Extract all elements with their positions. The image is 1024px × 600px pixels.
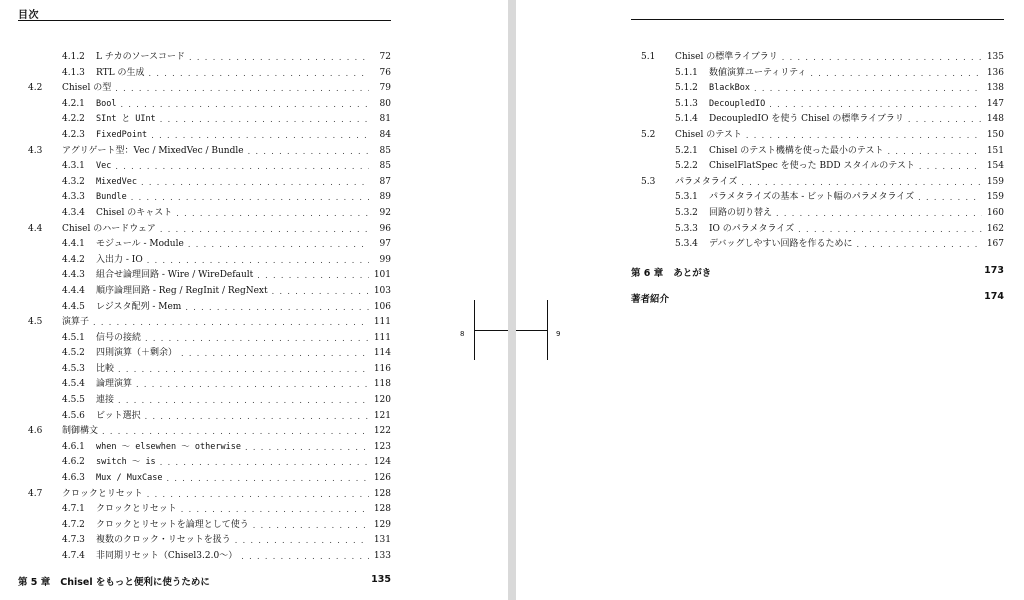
toc-entry-title: BlackBox <box>709 83 750 94</box>
toc-entry-page: 167 <box>986 239 1004 250</box>
toc-leader-dots <box>160 455 369 471</box>
toc-entry-title: ChiselFlatSpec を使った BDD スタイルのテスト <box>709 161 915 172</box>
toc-entry[interactable] <box>18 268 391 284</box>
toc-entry-page: 159 <box>986 176 1004 187</box>
toc-entry-number: 4.5.4 <box>62 379 85 390</box>
toc-entry-number: 4.3.3 <box>62 192 85 203</box>
toc-entry[interactable] <box>18 409 391 425</box>
toc-leader-dots <box>754 81 982 97</box>
toc-entry[interactable] <box>631 50 1004 66</box>
toc-entry-page: 148 <box>986 114 1004 125</box>
toc-leader-dots <box>118 362 369 378</box>
toc-entry-number: 4.3 <box>28 145 43 156</box>
toc-leader-dots <box>908 112 982 128</box>
toc-list-right <box>631 50 1004 253</box>
toc-entry-title: 入出力 - IO <box>96 254 143 265</box>
toc-entry-page: 99 <box>379 254 391 265</box>
toc-entry[interactable] <box>18 284 391 300</box>
toc-entry-title: Chisel の型 <box>62 83 112 94</box>
toc-entry-page: 120 <box>373 395 391 406</box>
toc-entry-title: クロックとリセット <box>96 504 177 515</box>
chapter-label: 第 5 章 <box>18 577 51 588</box>
toc-entry[interactable] <box>18 315 391 331</box>
toc-leader-dots <box>147 253 369 269</box>
toc-leader-dots <box>782 50 982 66</box>
toc-entry-page: 106 <box>373 301 391 312</box>
toc-entry-number: 5.1 <box>641 52 656 62</box>
toc-entry-number: 4.4.2 <box>62 254 85 265</box>
toc-entry-page: 128 <box>373 488 391 499</box>
toc-entry-page: 111 <box>373 317 391 328</box>
toc-entry-page: 121 <box>373 410 391 421</box>
toc-entry-page: 154 <box>986 161 1004 172</box>
toc-entry[interactable] <box>18 112 391 128</box>
toc-entry-number: 4.4.5 <box>62 301 85 312</box>
toc-entry-page: 135 <box>986 52 1004 62</box>
toc-entry-number: 4.5.3 <box>62 363 85 374</box>
toc-leader-dots <box>181 502 369 518</box>
toc-entry-page: 89 <box>379 192 391 203</box>
toc-leader-dots <box>115 159 369 175</box>
toc-leader-dots <box>185 300 369 316</box>
toc-entry-number: 4.4 <box>28 223 43 234</box>
toc-leader-dots <box>118 393 369 409</box>
toc-entry[interactable] <box>18 471 391 487</box>
toc-entry[interactable] <box>18 440 391 456</box>
toc-entry-number: 4.5.5 <box>62 395 85 406</box>
toc-entry-title: SInt と UInt <box>96 114 156 125</box>
toc-leader-dots <box>776 206 982 222</box>
toc-entry-page: 92 <box>379 207 391 218</box>
toc-entry-title: アグリゲート型：Vec / MixedVec / Bundle <box>62 145 244 156</box>
toc-entry-title: レジスタ配列 - Mem <box>96 301 182 312</box>
right-page <box>516 0 1024 600</box>
toc-leader-dots <box>93 315 369 331</box>
toc-entry-number: 4.7.4 <box>62 551 85 561</box>
toc-entry-title: Vec <box>96 161 112 172</box>
toc-entry-number: 4.5 <box>28 317 43 328</box>
toc-entry-page: 103 <box>373 285 391 296</box>
toc-leader-dots <box>145 409 369 425</box>
toc-entry-number: 4.4.4 <box>62 285 85 296</box>
toc-leader-dots <box>253 518 369 534</box>
toc-leader-dots <box>856 237 982 253</box>
toc-entry-number: 4.5.1 <box>62 332 85 343</box>
toc-entry-number: 5.1.2 <box>675 83 698 94</box>
toc-entry-title: 制御構文 <box>62 426 99 437</box>
toc-entry-title: Chisel のテスト <box>675 129 742 140</box>
toc-entry-title: ビット選択 <box>96 410 141 421</box>
chapter-label: 第 6 章 <box>631 268 664 279</box>
toc-entry-title: IO のパラメタライズ <box>709 223 795 234</box>
toc-entry-number: 5.3.2 <box>675 207 698 218</box>
toc-entry-number: 5.1.1 <box>675 67 698 78</box>
toc-entry-title: Chisel のキャスト <box>96 207 173 218</box>
toc-entry-page: 72 <box>379 52 391 62</box>
toc-entry[interactable] <box>18 487 391 503</box>
toc-entry-page: 80 <box>379 98 391 109</box>
left-page <box>0 0 508 600</box>
toc-entry-number: 4.3.1 <box>62 161 85 172</box>
toc-leader-dots <box>245 440 369 456</box>
toc-entry-title: 信号の接続 <box>96 332 142 343</box>
toc-entry-title: Mux / MuxCase <box>96 473 163 484</box>
toc-entry-page: 76 <box>379 67 391 78</box>
crop-mark-horizontal <box>474 330 508 331</box>
toc-entry-title: FixedPoint <box>96 129 148 140</box>
toc-entry-number: 5.2 <box>641 129 656 140</box>
toc-leader-dots <box>741 175 982 191</box>
toc-entry-title: DecoupledIO <box>709 98 766 109</box>
toc-leader-dots <box>746 128 982 144</box>
toc-entry-page: 131 <box>373 535 391 546</box>
toc-entry[interactable] <box>18 533 391 549</box>
toc-entry-number: 4.6.3 <box>62 473 85 484</box>
toc-entry[interactable] <box>18 518 391 534</box>
toc-entry-title: 演算子 <box>62 317 90 328</box>
toc-leader-dots <box>272 284 369 300</box>
toc-entry-page: 101 <box>373 270 391 281</box>
toc-entry-number: 4.3.4 <box>62 207 85 218</box>
toc-entry-title: 連接 <box>96 395 115 406</box>
toc-entry-title: 順序論理回路 - Reg / RegInit / RegNext <box>96 285 268 296</box>
toc-entry[interactable] <box>631 237 1004 253</box>
toc-entry-page: 79 <box>379 83 391 94</box>
toc-leader-dots <box>248 144 369 160</box>
toc-leader-dots <box>257 268 369 284</box>
toc-entry-number: 4.6.1 <box>62 441 85 452</box>
toc-leader-dots <box>241 549 369 565</box>
page-number-right: 9 <box>556 330 561 338</box>
toc-list-left <box>18 50 391 565</box>
toc-entry-number: 5.2.1 <box>675 145 698 156</box>
toc-entry-number: 4.1.3 <box>62 67 85 78</box>
toc-entry-title: クロックとリセットを論理として使う <box>96 519 249 530</box>
toc-leader-dots <box>102 424 369 440</box>
toc-entry-page: 136 <box>986 67 1004 78</box>
toc-entry-page: 159 <box>986 192 1004 203</box>
toc-leader-dots <box>918 190 982 206</box>
toc-entry-page: 85 <box>379 161 391 172</box>
toc-entry[interactable] <box>18 222 391 238</box>
toc-leader-dots <box>235 533 369 549</box>
toc-entry-page: 111 <box>373 332 391 343</box>
toc-entry-number: 4.2.2 <box>62 114 85 125</box>
toc-entry-page: 118 <box>373 379 391 390</box>
toc-entry-title: RTL の生成 <box>96 67 145 78</box>
running-head <box>18 8 391 21</box>
toc-entry[interactable] <box>631 222 1004 238</box>
toc-entry[interactable] <box>631 175 1004 191</box>
toc-leader-dots <box>145 331 369 347</box>
running-head-rule <box>631 19 1004 20</box>
toc-leader-dots <box>115 81 369 97</box>
toc-leader-dots <box>798 222 982 238</box>
toc-entry-number: 4.6.2 <box>62 457 85 468</box>
toc-entry[interactable] <box>631 190 1004 206</box>
toc-leader-dots <box>181 346 369 362</box>
toc-entry-title: Bool <box>96 98 117 109</box>
toc-entry-title: 組合せ論理回路 - Wire / WireDefault <box>96 270 254 281</box>
toc-entry-title: when 〜 elsewhen 〜 otherwise <box>96 441 241 452</box>
toc-entry-page: 147 <box>986 98 1004 109</box>
toc-entry-number: 5.1.3 <box>675 98 698 109</box>
toc-entry-page: 129 <box>373 519 391 530</box>
toc-entry[interactable] <box>631 81 1004 97</box>
toc-entry-page: 81 <box>379 114 391 125</box>
toc-entry[interactable] <box>631 112 1004 128</box>
toc-entry-title: クロックとリセット <box>62 488 143 499</box>
toc-entry-number: 4.3.2 <box>62 176 85 187</box>
toc-entry-title: デバッグしやすい回路を作るために <box>709 239 853 250</box>
toc-entry-number: 5.3.3 <box>675 223 698 234</box>
toc-entry-page: 151 <box>986 145 1004 156</box>
toc-entry-number: 4.2 <box>28 83 43 94</box>
toc-entry[interactable] <box>18 50 391 66</box>
toc-entry-title: 非同期リセット（Chisel3.2.0〜） <box>96 551 238 561</box>
crop-mark-horizontal <box>516 330 547 331</box>
toc-entry-number: 4.6 <box>28 426 43 437</box>
toc-entry[interactable] <box>18 144 391 160</box>
toc-entry-page: 133 <box>373 551 391 561</box>
toc-entry[interactable] <box>18 455 391 471</box>
toc-entry-page: 114 <box>373 348 391 359</box>
toc-entry-page: 87 <box>379 176 391 187</box>
running-head-title: 目次 <box>18 10 39 21</box>
toc-leader-dots <box>147 487 369 503</box>
toc-entry[interactable] <box>18 66 391 82</box>
toc-leader-dots <box>888 144 982 160</box>
toc-entry-title: 論理演算 <box>96 379 133 390</box>
toc-entry-title: 比較 <box>96 363 115 374</box>
toc-entry[interactable] <box>631 66 1004 82</box>
toc-entry-page: 160 <box>986 207 1004 218</box>
toc-entry-number: 4.7 <box>28 488 43 499</box>
chapter-6-row[interactable] <box>631 265 1004 279</box>
toc-entry-number: 4.2.3 <box>62 129 85 140</box>
toc-entry-title: 複数のクロック・リセットを扱う <box>96 535 231 546</box>
toc-leader-dots <box>167 471 369 487</box>
toc-entry-title: 回路の切り替え <box>709 207 773 218</box>
toc-entry[interactable] <box>18 159 391 175</box>
toc-entry-page: 162 <box>986 223 1004 234</box>
toc-entry-title: DecoupledIO を使う Chisel の標準ライブラリ <box>709 114 904 125</box>
toc-entry[interactable] <box>631 128 1004 144</box>
toc-entry-page: 85 <box>379 145 391 156</box>
toc-entry[interactable] <box>18 424 391 440</box>
toc-entry-page: 116 <box>373 363 391 374</box>
toc-entry[interactable] <box>18 206 391 222</box>
toc-entry-number: 5.3.1 <box>675 192 698 203</box>
toc-entry-page: 96 <box>379 223 391 234</box>
toc-entry-number: 4.5.2 <box>62 348 85 359</box>
toc-entry-title: パラメタライズの基本 - ビット幅のパラメタライズ <box>709 192 915 203</box>
toc-leader-dots <box>160 112 369 128</box>
toc-entry[interactable] <box>631 97 1004 113</box>
toc-entry-number: 4.7.3 <box>62 535 85 546</box>
toc-leader-dots <box>810 66 982 82</box>
author-intro-row[interactable] <box>631 291 1004 305</box>
toc-entry-page: 138 <box>986 83 1004 94</box>
toc-entry-page: 124 <box>373 457 391 468</box>
toc-entry-number: 4.5.6 <box>62 410 85 421</box>
toc-entry-number: 4.1.2 <box>62 52 85 62</box>
toc-entry-title: Chisel の標準ライブラリ <box>675 52 778 62</box>
toc-entry-title: MixedVec <box>96 176 137 187</box>
toc-entry[interactable] <box>631 159 1004 175</box>
toc-leader-dots <box>151 128 369 144</box>
toc-entry-number: 4.7.2 <box>62 519 85 530</box>
toc-entry[interactable] <box>18 237 391 253</box>
toc-leader-dots <box>769 97 982 113</box>
toc-leader-dots <box>148 66 369 82</box>
toc-entry-page: 84 <box>379 129 391 140</box>
toc-entry[interactable] <box>631 206 1004 222</box>
toc-entry-page: 97 <box>379 239 391 250</box>
toc-entry-number: 5.1.4 <box>675 114 698 125</box>
chapter-5-row[interactable] <box>18 574 391 588</box>
toc-entry-title: 四則演算（＋剰余） <box>96 348 178 359</box>
toc-entry-number: 4.7.1 <box>62 504 85 515</box>
toc-leader-dots <box>188 237 369 253</box>
chapter-title: あとがき <box>673 268 712 279</box>
chapter-page: 173 <box>984 265 1004 276</box>
toc-entry-page: 126 <box>373 473 391 484</box>
toc-entry-page: 123 <box>373 441 391 452</box>
toc-entry[interactable] <box>18 300 391 316</box>
toc-entry-number: 5.3.4 <box>675 239 698 250</box>
toc-entry[interactable] <box>18 502 391 518</box>
toc-entry[interactable] <box>18 253 391 269</box>
toc-entry-title: L チカのソースコード <box>96 52 186 62</box>
toc-entry-number: 5.2.2 <box>675 161 698 172</box>
toc-entry[interactable] <box>18 190 391 206</box>
toc-entry-number: 4.4.3 <box>62 270 85 281</box>
toc-entry-title: Chisel のテスト機構を使った最小のテスト <box>709 145 884 156</box>
toc-leader-dots <box>919 159 982 175</box>
toc-entry[interactable] <box>18 128 391 144</box>
toc-leader-dots <box>120 97 369 113</box>
toc-leader-dots <box>141 175 369 191</box>
toc-entry[interactable] <box>631 144 1004 160</box>
toc-entry-title: モジュール - Module <box>96 239 184 250</box>
toc-entry[interactable] <box>18 346 391 362</box>
toc-entry-number: 5.3 <box>641 176 656 187</box>
chapter-page: 174 <box>984 291 1004 302</box>
toc-entry-title: パラメタライズ <box>675 176 738 187</box>
toc-entry[interactable] <box>18 393 391 409</box>
toc-entry-number: 4.4.1 <box>62 239 85 250</box>
toc-entry-title: Bundle <box>96 192 127 203</box>
toc-entry[interactable] <box>18 362 391 378</box>
chapter-page: 135 <box>371 574 391 585</box>
toc-entry-title: switch 〜 is <box>96 457 156 468</box>
toc-leader-dots <box>160 222 369 238</box>
toc-leader-dots <box>176 206 369 222</box>
toc-entry[interactable] <box>18 549 391 565</box>
toc-entry-page: 150 <box>986 129 1004 140</box>
toc-leader-dots <box>136 377 369 393</box>
page-number-left: 8 <box>460 330 465 338</box>
toc-entry-title: 数値演算ユーティリティ <box>709 67 807 78</box>
toc-entry[interactable] <box>18 175 391 191</box>
toc-entry-page: 122 <box>373 426 391 437</box>
crop-mark-vertical <box>547 300 548 360</box>
toc-entry[interactable] <box>18 81 391 97</box>
toc-leader-dots <box>189 50 369 66</box>
toc-entry[interactable] <box>18 331 391 347</box>
toc-entry-title: Chisel のハードウェア <box>62 223 156 234</box>
toc-leader-dots <box>131 190 369 206</box>
toc-entry[interactable] <box>18 377 391 393</box>
chapter-title: Chisel をもっと便利に使うために <box>60 577 210 588</box>
toc-entry[interactable] <box>18 97 391 113</box>
chapter-label: 著者紹介 <box>631 294 670 305</box>
toc-entry-number: 4.2.1 <box>62 98 85 109</box>
toc-entry-page: 128 <box>373 504 391 515</box>
